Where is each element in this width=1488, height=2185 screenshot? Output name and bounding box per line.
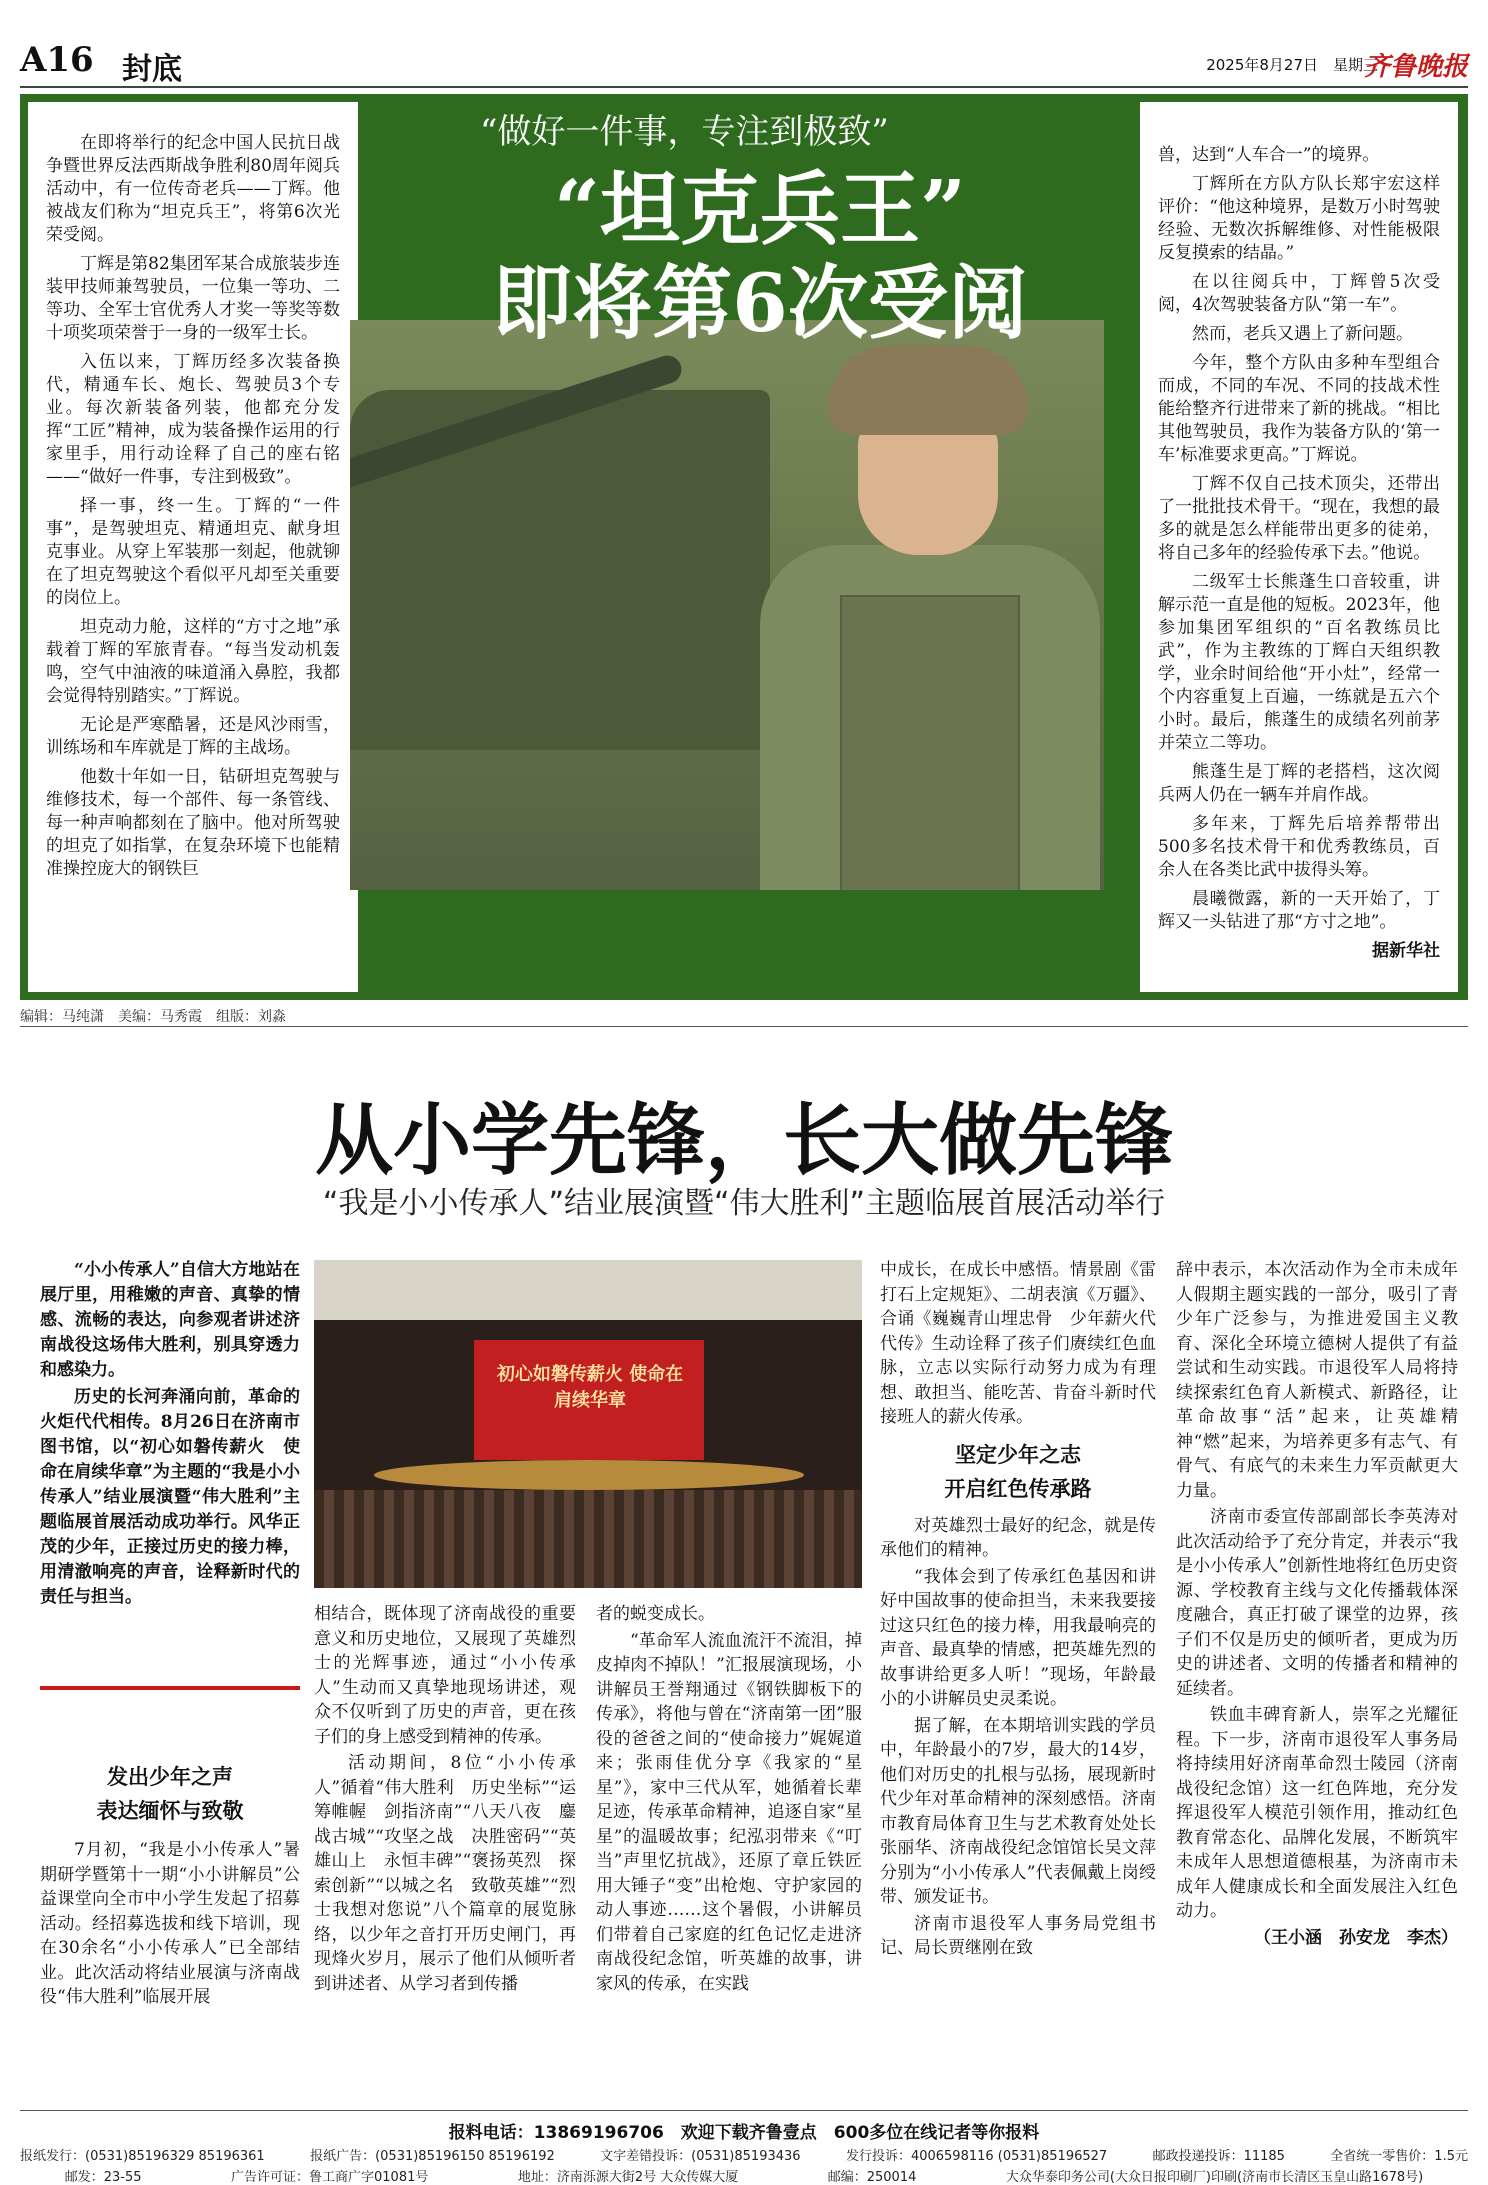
feature-headline — [420, 162, 1100, 350]
lead-paragraph: 历史的长河奔涌向前，革命的火炬代代相传。8月26日在济南市图书馆，以“初心如磐传薪火 使命在肩续华章”为主题的“我是小小传承人”结业展演暨“伟大胜利”主题临展首展活动成功举行。风华正茂的少年，正接过历史的接力棒，用清澈响亮的声音，诠释新时代的责任与担当。 — [40, 1387, 300, 1607]
paragraph: 济南市委宣传部副部长李英涛对此次活动给予了充分肯定，并表示“我是小小传承人”创新性地将红色历史资源、学校教育主线与文化传播载体深度融合，真正打破了课堂的边界，孩子们不仅是历史的倾听者，更成为历史的讲述者、文明的传播者和精神的延续者。 — [1176, 1507, 1458, 1699]
story2-column-4 — [880, 1258, 1156, 1963]
feature-right-column — [1140, 102, 1458, 992]
contact-info — [20, 2145, 1468, 2164]
footer-item: 邮编：250014 — [827, 2170, 917, 2185]
lead-paragraph: “小小传承人”自信大方地站在展厅里，用稚嫩的声音、真挚的情感、流畅的表达，向参观者讲述济南战役这场伟大胜利，别具穿透力和感染力。 — [40, 1260, 300, 1380]
footer-item: 地址：济南泺源大街2号 大众传媒大厦 — [517, 2170, 739, 2185]
story2-column-1 — [40, 1760, 300, 2012]
paragraph: 坦克动力舱，这样的“方寸之地”承载着丁辉的军旅青春。“每当发动机轰鸣，空气中油液的味道涌入鼻腔，我都会觉得特别踏实。”丁辉说。 — [46, 617, 340, 706]
paragraph: 晨曦微露，新的一天开始了，丁辉又一头钻进了那“方寸之地”。 — [1158, 889, 1440, 932]
paragraph: 丁辉不仅自己技术顶尖，还带出了一批批技术骨干。“现在，我想的最多的就是怎么样能带出更多的徒弟，将自己多年的经验传承下去。”他说。 — [1158, 474, 1440, 563]
footer-item: 文字差错投诉：(0531)85193436 — [600, 2149, 801, 2164]
paragraph: 据了解，在本期培训实践的学员中，年龄最小的7岁，最大的14岁，他们对历史的扎根与弘扬，展现新时代少年对革命精神的深刻感悟。济南市教育局体育卫生与艺术教育处处长张丽华、济南战役纪念馆馆长吴文萍分别为“小小传承人”代表佩戴上岗绶带、颁发证书。 — [880, 1715, 1156, 1907]
editor-credits: 编辑：马纯潇 美编：马秀霞 组版：刘淼 — [20, 1009, 286, 1025]
story2-headline: 从小学先锋，长大做先锋 — [314, 1095, 1173, 1186]
section-heading: 坚定少年之志 — [955, 1441, 1081, 1467]
ceiling-shape — [314, 1260, 862, 1320]
footer-item: 邮发：23-55 — [64, 2170, 142, 2185]
story2-column-3 — [596, 1602, 862, 1998]
paragraph: 在以往阅兵中，丁辉曾5次受阅，4次驾驶装备方队“第一车”。 — [1158, 272, 1440, 315]
soldier-figure — [760, 345, 1100, 890]
paragraph: 相结合，既体现了济南战役的重要意义和历史地位，又展现了英雄烈士的光辉事迹，通过“小小传承人”生动而又真挚地现场讲述，观众不仅听到了历史的声音，更在孩子们的身上感受到精神的传承。 — [314, 1604, 576, 1747]
paragraph: 入伍以来，丁辉历经多次装备换代，精通车长、炮长、驾驶员3个专业。每次新装备列装，他都充分发挥“工匠”精神，成为装备操作运用的行家里手，用行动诠释了自己的座右铭——“做好一件事，专注到极致”。 — [46, 352, 340, 487]
footer-item: 广告许可证：鲁工商广字01081号 — [231, 2170, 429, 2185]
stage-floor — [374, 1460, 804, 1490]
paragraph: 兽，达到“人车合一”的境界。 — [1158, 145, 1380, 165]
paragraph: 丁辉所在方队方队长郑宇宏这样评价：“他这种境界，是数万小时驾驶经验、无数次拆解维修、对性能极限反复摸索的结晶。” — [1158, 174, 1440, 263]
issue-date: 2025年8月27日 星期三 — [1206, 56, 1378, 74]
paragraph: 中成长，在成长中感悟。情景剧《雷打石上定规矩》、二胡表演《万疆》、合诵《巍巍青山埋忠骨 少年薪火代代传》生动诠释了孩子们赓续红色血脉，立志以实际行动努力成为有理想、敢担当、能吃苦、肯奋斗新时代接班人的薪火传承。 — [880, 1260, 1156, 1427]
paragraph: 多年来，丁辉先后培养帮带出500多名技术骨干和优秀教练员，百余人在各类比武中拔得头筹。 — [1158, 814, 1440, 880]
masthead — [20, 40, 1468, 88]
paragraph: 辞中表示，本次活动作为全市未成年人假期主题实践的一部分，吸引了青少年广泛参与，为推进爱国主义教育、深化全环境立德树人提供了有益尝试和生动实践。市退役军人局将持续探索红色育人新模式、新路径，让革命故事“活”起来，让英雄精神“燃”起来，为培养更多有志气、有骨气、有底气的未来生力军贡献更大力量。 — [1176, 1260, 1458, 1501]
footer-item: 全省统一零售价：1.5元 — [1330, 2149, 1468, 2164]
audience-seats — [314, 1490, 862, 1588]
divider — [20, 1026, 1468, 1027]
paragraph: 二级军士长熊蓬生口音较重，讲解示范一直是他的短板。2023年，他参加集团军组织的“百名教练员比武”，作为主教练的丁辉白天组织教学，业余时间给他“开小灶”，经常一个内容重复上百遍，一练就是五六个小时。最后，熊蓬生的成绩名列前茅并荣立二等功。 — [1158, 572, 1440, 753]
paragraph: 者的蜕变成长。 — [596, 1604, 715, 1624]
event-hall-photo — [314, 1260, 862, 1588]
footer-item: 发行投诉：4006598116 (0531)85196527 — [845, 2149, 1108, 2164]
footer-item: 邮政投递投诉：11185 — [1152, 2149, 1285, 2164]
authors: （王小涵 孙安龙 李杰） — [1254, 1927, 1458, 1948]
tipline: 报料电话：13869196706 欢迎下载齐鲁壹点 600多位在线记者等你报料 — [448, 2123, 1040, 2143]
footer-item: 大众华泰印务公司(大众日报印刷厂)印刷(济南市长清区玉皇山路1678号) — [1005, 2170, 1424, 2185]
stage-screen-text: 初心如磐传薪火 使命在肩续华章 — [496, 1364, 684, 1411]
story2-column-5 — [1176, 1258, 1458, 1950]
paragraph: 活动期间，8位“小小传承人”循着“伟大胜利 历史坐标”“运筹帷幄 剑指济南”“八天八夜 鏖战古城”“攻坚之战 决胜密码”“英雄山上 永恒丰碑”“褒扬英烈 探索创新”“以城之名 致敬英雄”“烈士我想对您说”八个篇章的展览脉络，以少年之音打开历史闸门，再现烽火岁月，展示了他们从倾听者到讲述者、从学习者到传播 — [314, 1753, 576, 1994]
paragraph: 无论是严寒酷暑，还是风沙雨雪，训练场和车库就是丁辉的主战场。 — [46, 715, 340, 758]
paragraph: 择一事，终一生。丁辉的“一件事”，是驾驶坦克、精通坦克、献身坦克事业。从穿上军装那一刻起，他就铆在了坦克驾驶这个看似平凡却至关重要的岗位上。 — [46, 496, 340, 608]
paragraph: 熊蓬生是丁辉的老搭档，这次阅兵两人仍在一辆车并肩作战。 — [1158, 762, 1440, 805]
paragraph: 铁血丰碑育新人，崇军之光耀征程。下一步，济南市退役军人事务局将持续用好济南革命烈士陵园（济南战役纪念馆）这一红色阵地，充分发挥退役军人模范引领作用，推动红色教育常态化、品牌化发展，不断筑牢未成年人思想道德根基，为济南市未成年人健康成长和全面发展注入红色动力。 — [1176, 1705, 1458, 1921]
paragraph: 丁辉是第82集团军某合成旅装步连装甲技师兼驾驶员，一位集一等功、二等功、全军士官优秀人才奖一等奖等数十项奖项荣誉于一身的一级军士长。 — [46, 254, 340, 343]
red-divider — [40, 1686, 300, 1690]
paragraph: 在即将举行的纪念中国人民抗日战争暨世界反法西斯战争胜利80周年阅兵活动中，有一位传奇老兵——丁辉。他被战友们称为“坦克兵王”，将第6次光荣受阅。 — [46, 133, 340, 245]
vest-shape — [840, 595, 1020, 890]
byline: 据新华社 — [1372, 941, 1440, 961]
section-heading: 发出少年之声 — [107, 1764, 233, 1789]
publisher-info — [20, 2166, 1468, 2185]
section-heading: 表达缅怀与致敬 — [96, 1798, 244, 1823]
headline-line-1: “坦克兵王” — [553, 162, 967, 256]
story2-column-2 — [314, 1602, 576, 1998]
story2-subheadline: “我是小小传承人”结业展演暨“伟大胜利”主题临展首展活动举行 — [322, 1186, 1166, 1221]
page-number: A16 — [20, 40, 94, 80]
footer-item: 报纸发行：(0531)85196329 85196361 — [20, 2149, 265, 2164]
paragraph: 对英雄烈士最好的纪念，就是传承他们的精神。 — [880, 1515, 1156, 1560]
paragraph: 他数十年如一日，钻研坦克驾驶与维修技术，每一个部件、每一条管线、每一种声响都刻在了脑中。他对所驾驶的坦克了如指掌，在复杂环境下也能精准操控庞大的钢铁巨 — [46, 767, 340, 879]
feature-supertitle: “做好一件事，专注到极致” — [480, 112, 889, 152]
page-section-name: 封底 — [122, 52, 182, 87]
paragraph: “我体会到了传承红色基因和讲好中国故事的使命担当，未来我要接过这只红色的接力棒，用我最响亮的声音、最真挚的情感，把英雄先烈的故事讲给更多人听！”现场，年龄最小的小讲解员史灵柔说。 — [880, 1566, 1156, 1709]
paragraph: 然而，老兵又遇上了新问题。 — [1192, 324, 1413, 344]
footer-item: 报纸广告：(0531)85196150 85196192 — [310, 2149, 555, 2164]
footer-divider — [20, 2110, 1468, 2111]
feature-left-column — [28, 102, 358, 992]
paragraph: 今年，整个方队由多种车型组合而成，不同的车况、不同的技战术性能给整齐行进带来了新的挑战。“相比其他驾驶员，我作为装备方队的‘第一车’标准要求更高。”丁辉说。 — [1158, 353, 1440, 465]
story2-lead — [40, 1258, 300, 1612]
paragraph: “革命军人流血流汗不流泪，掉皮掉肉不掉队！”汇报展演现场，小讲解员王誉翔通过《钢铁脚板下的传承》，将他与曾在“济南第一团”服役的爸爸之间的“使命接力”娓娓道来；张雨佳优分享《我家的“星星”》，家中三代从军，她循着长辈足迹，传承革命精神，追逐自家“星星”的温暖故事；纪泓羽带来《“叮当”声里忆抗战》，还原了章丘铁匠用大锤子“变”出枪炮、守护家园的动人事迹……这个暑假，小讲解员们带着自己家庭的红色记忆走进济南战役纪念馆，听英雄的故事，讲家风的传承，在实践 — [596, 1630, 862, 1994]
section-heading: 开启红色传承路 — [944, 1475, 1092, 1501]
paragraph: 7月初，“我是小小传承人”暑期研学暨第十一期“小小讲解员”公益课堂向全市中小学生发起了招募活动。经招募选拔和线下培训，现在30余名“小小传承人”已全部结业。此次活动将结业展演与济南战役“伟大胜利”临展开展 — [40, 1840, 300, 2007]
newspaper-logo: 齐鲁晚报 — [1363, 52, 1468, 82]
helmet-shape — [828, 345, 1028, 435]
face-shape — [858, 415, 998, 555]
soldier-tank-photo — [350, 320, 1104, 890]
paragraph: 济南市退役军人事务局党组书记、局长贾继刚在致 — [880, 1913, 1156, 1958]
headline-line-2: 即将第6次受阅 — [492, 256, 1028, 350]
